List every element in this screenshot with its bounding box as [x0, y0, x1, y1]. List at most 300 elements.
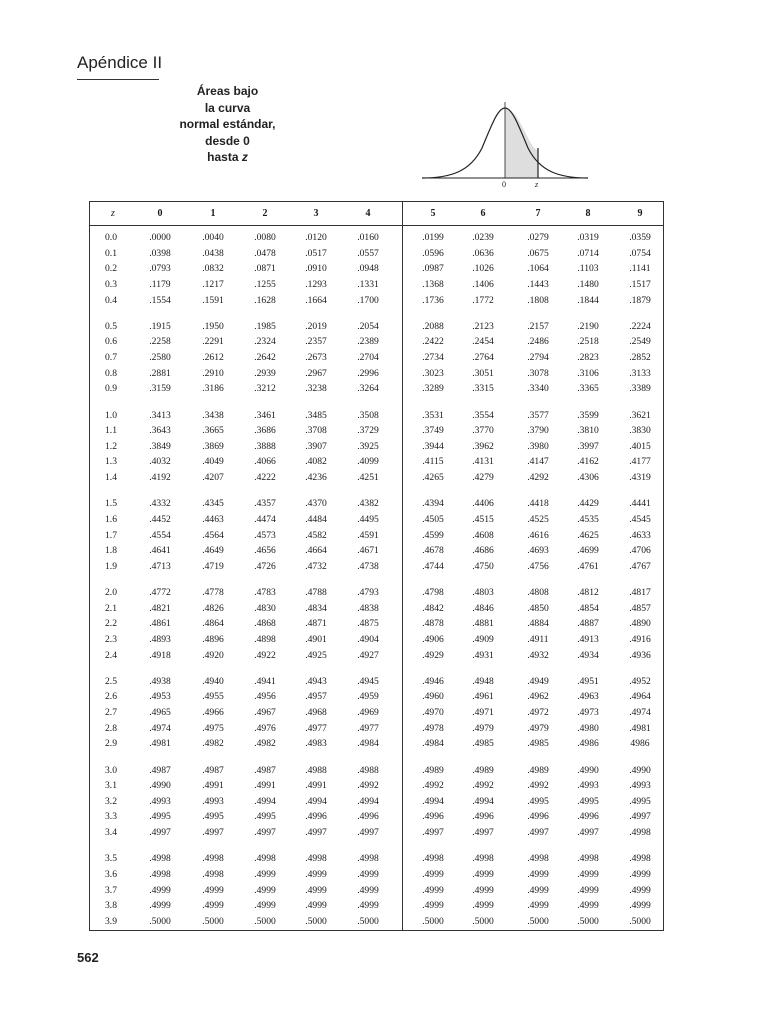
table-row	[90, 528, 663, 543]
table-cell: .2389	[357, 336, 379, 348]
column-header: 5	[430, 208, 436, 219]
table-row	[90, 423, 663, 438]
table-cell: .4985	[527, 738, 549, 750]
z-value: 2.7	[105, 707, 117, 719]
table-cell: .2996	[357, 367, 379, 379]
table-cell: .4991	[202, 780, 224, 792]
table-cell: .4251	[357, 472, 379, 484]
z-value: 0.1	[105, 247, 117, 259]
table-row	[90, 809, 663, 824]
table-cell: .4495	[357, 513, 379, 525]
table-cell: .0636	[472, 247, 494, 259]
table-cell: .4999	[202, 900, 224, 912]
z-value: 3.7	[105, 884, 117, 896]
table-cell: .4987	[202, 764, 224, 776]
table-cell: .4995	[577, 795, 599, 807]
z-value: 3.8	[105, 900, 117, 912]
table-cell: .3365	[577, 383, 599, 395]
table-cell: .0000	[149, 232, 171, 243]
table-cell: .4932	[527, 649, 549, 661]
table-cell: .4992	[357, 780, 379, 792]
table-cell: .3708	[305, 425, 327, 437]
table-cell: .4871	[305, 618, 327, 630]
table-cell: .4999	[357, 868, 379, 880]
z-value: 2.4	[105, 649, 117, 661]
z-value: 0.4	[105, 294, 117, 306]
z-value: 2.2	[105, 618, 117, 630]
table-cell: .4817	[629, 587, 651, 598]
table-cell: .4656	[254, 545, 276, 557]
table-cell: .3686	[254, 425, 276, 437]
table-cell: .4857	[629, 602, 651, 614]
table-cell: .4979	[527, 722, 549, 734]
table-cell: .3023	[422, 367, 444, 379]
table-row	[90, 794, 663, 809]
table-cell: .3133	[629, 367, 651, 379]
table-cell: .4854	[577, 602, 599, 614]
table-cell: .1628	[254, 294, 276, 306]
table-cell: .0871	[254, 263, 276, 275]
table-cell: .4943	[305, 675, 327, 687]
table-cell: .4896	[202, 633, 224, 645]
table-cell: .4881	[472, 618, 494, 630]
table-cell: .4719	[202, 560, 224, 572]
table-cell: .4904	[357, 633, 379, 645]
table-cell: .3830	[629, 425, 651, 437]
table-cell: .3413	[149, 409, 171, 421]
table-cell: .3264	[357, 383, 379, 395]
table-cell: .4998	[422, 853, 444, 865]
table-cell: .4265	[422, 472, 444, 484]
table-cell: .4783	[254, 587, 276, 598]
table-cell: .4983	[305, 738, 327, 750]
table-cell: .4082	[305, 456, 327, 468]
table-cell: .2123	[472, 320, 494, 332]
table-row	[90, 496, 663, 511]
table-cell: .3238	[305, 383, 327, 395]
table-cell: .4545	[629, 513, 651, 525]
table-row	[90, 293, 663, 308]
table-cell: .2881	[149, 367, 171, 379]
table-cell: .0359	[629, 232, 651, 243]
table-cell: .4564	[202, 529, 224, 541]
table-cell: .4452	[149, 513, 171, 525]
normal-curve-figure	[420, 100, 590, 192]
table-cell: .4406	[472, 498, 494, 510]
table-cell: .4890	[629, 618, 651, 630]
table-cell: .5000	[472, 915, 494, 927]
table-cell: .4995	[527, 795, 549, 807]
table-cell: .4803	[472, 587, 494, 598]
table-cell: .4484	[305, 513, 327, 525]
table-cell: .4997	[149, 827, 171, 839]
table-cell: .4992	[527, 780, 549, 792]
table-row	[90, 277, 663, 292]
table-cell: .4177	[629, 456, 651, 468]
table-cell: .3810	[577, 425, 599, 437]
table-cell: .4929	[422, 649, 444, 661]
table-cell: .3315	[472, 383, 494, 395]
table-row	[90, 721, 663, 736]
table-cell: .2612	[202, 352, 224, 364]
table-cell: .4999	[577, 900, 599, 912]
table-cell: .4463	[202, 513, 224, 525]
zero-label: 0	[502, 180, 506, 189]
column-header: 4	[365, 208, 371, 219]
table-row	[90, 914, 663, 929]
table-cell: .4990	[149, 780, 171, 792]
table-row	[90, 454, 663, 469]
table-cell: .4998	[577, 853, 599, 865]
table-cell: .4998	[629, 853, 651, 865]
table-cell: .4952	[629, 675, 651, 687]
z-value: 0.6	[105, 336, 117, 348]
table-cell: .4998	[202, 868, 224, 880]
table-cell: .4997	[577, 827, 599, 839]
table-cell: .4997	[472, 827, 494, 839]
z-value: 0.3	[105, 278, 117, 290]
table-cell: .4147	[527, 456, 549, 468]
table-cell: .4066	[254, 456, 276, 468]
table-cell: .4987	[149, 764, 171, 776]
table-cell: .4970	[422, 707, 444, 719]
table-cell: .4981	[629, 722, 651, 734]
table-cell: .4608	[472, 529, 494, 541]
table-cell: .4911	[527, 633, 549, 645]
table-cell: .4931	[472, 649, 494, 661]
table-cell: .3729	[357, 425, 379, 437]
table-cell: .3340	[527, 383, 549, 395]
table-cell: .5000	[527, 915, 549, 927]
table-cell: .4706	[629, 545, 651, 557]
table-cell: .4474	[254, 513, 276, 525]
column-header: 7	[535, 208, 541, 219]
column-header: 2	[262, 208, 268, 219]
table-row	[90, 674, 663, 689]
table-cell: .4875	[357, 618, 379, 630]
z-label: z	[535, 180, 539, 189]
table-cell: .3869	[202, 440, 224, 452]
table-cell: .4999	[472, 868, 494, 880]
table-cell: .4981	[149, 738, 171, 750]
table-cell: .4991	[254, 780, 276, 792]
table-cell: .4974	[149, 722, 171, 734]
table-cell: .3962	[472, 440, 494, 452]
z-value: 0.2	[105, 263, 117, 275]
z-value: 2.3	[105, 633, 117, 645]
table-cell: .4962	[527, 691, 549, 703]
table-cell: .4032	[149, 456, 171, 468]
caption-line-1: Áreas bajo	[196, 84, 259, 98]
table-cell: .4961	[472, 691, 494, 703]
table-cell: .0832	[202, 263, 224, 275]
table-cell: .0120	[305, 232, 327, 243]
table-row	[90, 883, 663, 898]
table-cell: .4884	[527, 618, 549, 630]
table-cell: .0754	[629, 247, 651, 259]
table-cell: .4515	[472, 513, 494, 525]
table-cell: .3621	[629, 409, 651, 421]
table-cell: .4936	[629, 649, 651, 661]
table-row	[90, 470, 663, 485]
table-cell: .4909	[472, 633, 494, 645]
table-cell: .4995	[202, 811, 224, 823]
table-cell: .4599	[422, 529, 444, 541]
table-row	[90, 648, 663, 663]
table-cell: .4750	[472, 560, 494, 572]
table-cell: .4699	[577, 545, 599, 557]
table-cell: .4826	[202, 602, 224, 614]
table-row	[90, 230, 663, 245]
table-cell: .2580	[149, 352, 171, 364]
table-cell: .4861	[149, 618, 171, 630]
table-cell: .1664	[305, 294, 327, 306]
table-cell: .1141	[629, 263, 651, 275]
table-cell: .4838	[357, 602, 379, 614]
table-cell: .4997	[629, 811, 651, 823]
page-number: 562	[77, 950, 99, 965]
table-cell: .4999	[254, 884, 276, 896]
table-cell: .1554	[149, 294, 171, 306]
table-cell: .4993	[629, 780, 651, 792]
table-cell: .4998	[357, 853, 379, 865]
table-cell: .4945	[357, 675, 379, 687]
z-value: 3.3	[105, 811, 117, 823]
table-cell: .1879	[629, 294, 651, 306]
table-cell: .3051	[472, 367, 494, 379]
table-cell: .4984	[357, 738, 379, 750]
z-value: 1.8	[105, 545, 117, 557]
table-cell: .4306	[577, 472, 599, 484]
table-cell: .2190	[577, 320, 599, 332]
table-row	[90, 334, 663, 349]
table-cell: .3554	[472, 409, 494, 421]
table-cell: .4957	[305, 691, 327, 703]
table-cell: .4319	[629, 472, 651, 484]
table-cell: .0714	[577, 247, 599, 259]
table-row	[90, 246, 663, 261]
table-cell: .3212	[254, 383, 276, 395]
z-value: 2.5	[105, 675, 117, 687]
table-cell: .4996	[422, 811, 444, 823]
table-cell: .4948	[472, 675, 494, 687]
table-cell: .4963	[577, 691, 599, 703]
table-cell: .4686	[472, 545, 494, 557]
table-cell: .4671	[357, 545, 379, 557]
table-row	[90, 778, 663, 793]
table-cell: .2054	[357, 320, 379, 332]
table-cell: .4996	[357, 811, 379, 823]
table-cell: 4986	[630, 738, 650, 750]
table-cell: .4959	[357, 691, 379, 703]
table-cell: .1915	[149, 320, 171, 332]
table-cell: .4995	[254, 811, 276, 823]
table-row	[90, 851, 663, 866]
table-cell: .4778	[202, 587, 224, 598]
table-cell: .4997	[527, 827, 549, 839]
table-cell: .4999	[357, 900, 379, 912]
table-cell: .4966	[202, 707, 224, 719]
z-value: 1.9	[105, 560, 117, 572]
table-cell: .1808	[527, 294, 549, 306]
table-cell: .0948	[357, 263, 379, 275]
table-cell: .4999	[527, 900, 549, 912]
table-cell: .3849	[149, 440, 171, 452]
table-cell: .4951	[577, 675, 599, 687]
table-cell: .4922	[254, 649, 276, 661]
table-cell: .5000	[357, 915, 379, 927]
table-row	[90, 439, 663, 454]
table-row	[90, 559, 663, 574]
z-value: 1.0	[105, 409, 117, 421]
table-cell: .0910	[305, 263, 327, 275]
table-cell: .2422	[422, 336, 444, 348]
table-row	[90, 366, 663, 381]
caption-line-2: la curva	[204, 100, 251, 115]
table-cell: .4925	[305, 649, 327, 661]
table-row	[90, 381, 663, 396]
table-cell: .4850	[527, 602, 549, 614]
table-cell: .4429	[577, 498, 599, 510]
table-cell: .4664	[305, 545, 327, 557]
table-cell: .4505	[422, 513, 444, 525]
table-cell: .4998	[149, 853, 171, 865]
standard-normal-table	[89, 201, 664, 931]
table-cell: .4999	[254, 900, 276, 912]
table-cell: .4999	[254, 868, 276, 880]
table-cell: .1064	[527, 263, 549, 275]
table-row	[90, 689, 663, 704]
table-cell: .1103	[577, 263, 599, 275]
table-cell: .4953	[149, 691, 171, 703]
z-value: 3.1	[105, 780, 117, 792]
table-cell: .4982	[254, 738, 276, 750]
table-cell: .4999	[472, 900, 494, 912]
table-cell: .4999	[527, 884, 549, 896]
table-cell: .2673	[305, 352, 327, 364]
z-value: 2.0	[105, 587, 117, 598]
table-cell: .4999	[472, 884, 494, 896]
table-cell: .4998	[149, 868, 171, 880]
table-cell: .4999	[577, 868, 599, 880]
table-cell: .3289	[422, 383, 444, 395]
table-cell: .4989	[527, 764, 549, 776]
table-cell: .3159	[149, 383, 171, 395]
table-cell: .4591	[357, 529, 379, 541]
table-cell: .4999	[305, 868, 327, 880]
table-cell: .4960	[422, 691, 444, 703]
column-header: 1	[210, 208, 216, 219]
table-cell: .4834	[305, 602, 327, 614]
table-cell: .3980	[527, 440, 549, 452]
table-cell: .3790	[527, 425, 549, 437]
table-cell: .0398	[149, 247, 171, 259]
table-cell: .4015	[629, 440, 651, 452]
table-cell: .1480	[577, 278, 599, 290]
table-cell: .4949	[527, 675, 549, 687]
table-cell: .4906	[422, 633, 444, 645]
table-cell: .4726	[254, 560, 276, 572]
table-cell: .3944	[422, 440, 444, 452]
table-cell: .4554	[149, 529, 171, 541]
table-cell: .4649	[202, 545, 224, 557]
table-cell: .4995	[149, 811, 171, 823]
table-cell: .1772	[472, 294, 494, 306]
z-value: 1.3	[105, 456, 117, 468]
table-cell: .1985	[254, 320, 276, 332]
z-value: 1.6	[105, 513, 117, 525]
table-cell: .3078	[527, 367, 549, 379]
z-value: 2.9	[105, 738, 117, 750]
table-cell: .4994	[357, 795, 379, 807]
z-value: 0.8	[105, 367, 117, 379]
table-cell: .4793	[357, 587, 379, 598]
table-row	[90, 543, 663, 558]
table-cell: .4525	[527, 513, 549, 525]
table-cell: .4965	[149, 707, 171, 719]
table-cell: .2549	[629, 336, 651, 348]
table-cell: .4732	[305, 560, 327, 572]
caption-z: z	[241, 150, 248, 164]
table-cell: .4997	[357, 827, 379, 839]
table-row	[90, 632, 663, 647]
table-cell: .4955	[202, 691, 224, 703]
table-cell: .4975	[202, 722, 224, 734]
table-cell: .5000	[422, 915, 444, 927]
table-cell: .1517	[629, 278, 651, 290]
table-cell: .3770	[472, 425, 494, 437]
table-cell: .4986	[577, 738, 599, 750]
table-cell: .3461	[254, 409, 276, 421]
table-cell: .0675	[527, 247, 549, 259]
table-cell: .4864	[202, 618, 224, 630]
column-header: 6	[480, 208, 486, 219]
table-row	[90, 512, 663, 527]
z-value: 0.9	[105, 383, 117, 395]
table-cell: .4968	[305, 707, 327, 719]
table-cell: .4991	[305, 780, 327, 792]
table-cell: .1443	[527, 278, 549, 290]
table-cell: .0596	[422, 247, 444, 259]
table-cell: .4382	[357, 498, 379, 510]
table-cell: .4868	[254, 618, 276, 630]
table-cell: .4693	[527, 545, 549, 557]
table-cell: .4641	[149, 545, 171, 557]
table-cell: .4761	[577, 560, 599, 572]
caption-prefix: hasta	[207, 150, 242, 164]
table-cell: .4974	[629, 707, 651, 719]
table-cell: .3888	[254, 440, 276, 452]
table-cell: .4990	[629, 764, 651, 776]
table-cell: .4345	[202, 498, 224, 510]
table-cell: .5000	[577, 915, 599, 927]
table-cell: .4992	[472, 780, 494, 792]
table-cell: .4678	[422, 545, 444, 557]
table-cell: .4772	[149, 587, 171, 598]
table-cell: .3643	[149, 425, 171, 437]
table-cell: .3907	[305, 440, 327, 452]
table-cell: .4997	[202, 827, 224, 839]
table-cell: .4993	[149, 795, 171, 807]
table-cell: .1700	[357, 294, 379, 306]
table-cell: .1406	[472, 278, 494, 290]
table-row	[90, 616, 663, 631]
table-cell: .4999	[422, 884, 444, 896]
table-cell: .4977	[357, 722, 379, 734]
table-cell: .4998	[472, 853, 494, 865]
table-cell: .2324	[254, 336, 276, 348]
table-cell: .4846	[472, 602, 494, 614]
